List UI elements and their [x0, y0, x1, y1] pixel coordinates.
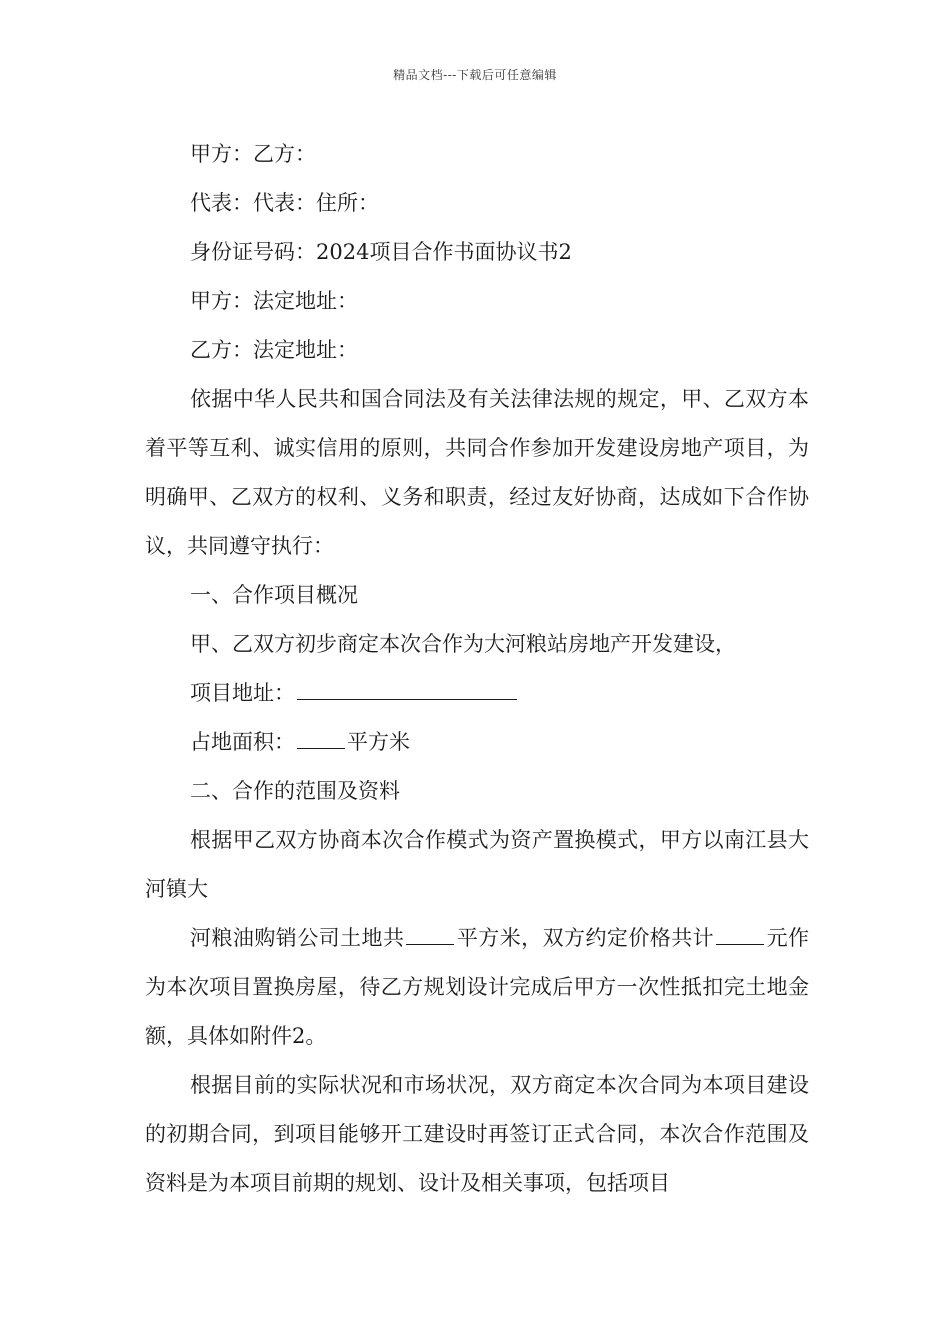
cooperation-mode-paragraph: 根据甲乙双方协商本次合作模式为资产置换模式，甲方以南江县大河镇大: [145, 828, 809, 901]
land-area-blank: [297, 726, 345, 749]
price-blank: [716, 922, 764, 945]
project-address-blank: [297, 677, 517, 700]
land-area-unit: 平方米: [347, 730, 410, 754]
land-price-text-b: 平方米，双方约定价格共计: [456, 926, 715, 950]
document-body: [145, 130, 809, 1208]
project-address-label: 项目地址：: [190, 681, 295, 705]
land-price-text-c: 元作为本次项目置换房屋，待乙方规划设计完成后甲方一次性抵扣完土地金额，具体如附件2。: [145, 926, 810, 1048]
project-overview-paragraph: 甲、乙双方初步商定本次合作为大河粮站房地产开发建设，: [190, 632, 736, 656]
section-1-heading: 一、合作项目概况: [190, 583, 358, 607]
section-2-heading: 二、合作的范围及资料: [190, 779, 400, 803]
preamble-paragraph: 依据中华人民共和国合同法及有关法律法规的规定，甲、乙双方本着平等互利、诚实信用的原则，共同合作参加开发建设房地产项目，为明确甲、乙双方的权利、义务和职责，经过友好协商，达成如下合作协议，共同遵守执行：: [145, 387, 809, 558]
land-area-line: [145, 718, 809, 767]
party-a-address-line: 甲方：法定地址：: [190, 289, 358, 313]
page-header: 精品文档---下载后可任意编辑: [393, 68, 557, 82]
land-price-paragraph: [145, 914, 809, 1061]
representatives-line: 代表：代表：住所：: [190, 191, 379, 215]
land-size-blank: [406, 922, 454, 945]
parties-line: 甲方：乙方：: [190, 142, 316, 166]
project-address-line: [145, 669, 809, 718]
id-number-line: 身份证号码：2024项目合作书面协议书2: [190, 240, 572, 264]
land-area-label: 占地面积：: [190, 730, 295, 754]
party-b-address-line: 乙方：法定地址：: [190, 338, 358, 362]
contract-scope-paragraph: 根据目前的实际状况和市场状况，双方商定本次合同为本项目建设的初期合同，到项目能够开工建设时再签订正式合同，本次合作范围及资料是为本项目前期的规划、设计及相关事项，包括项目: [145, 1073, 809, 1195]
land-price-text-a: 河粮油购销公司土地共: [190, 926, 405, 950]
